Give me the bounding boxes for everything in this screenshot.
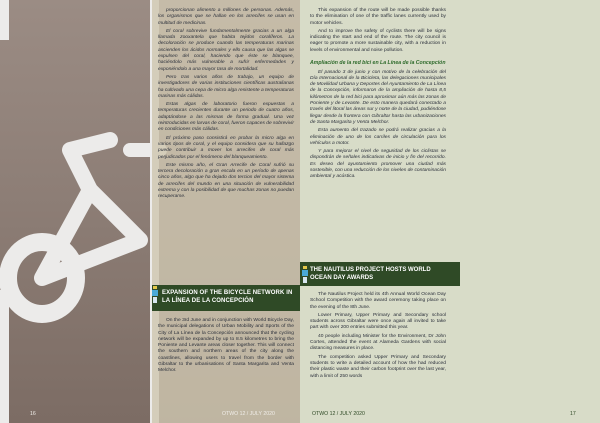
paragraph: Pero tras varios años de trabajo, un equipo de investigadores de varias instituciones científicas australianas ha cultivado una cepa de micro alga resistente a temperaturas marinas más cálidas.	[158, 74, 294, 99]
spanish-body	[310, 70, 446, 181]
section-heading-band	[300, 262, 460, 286]
section-heading-band	[152, 285, 300, 311]
section-heading: EXPANSION OF THE BICYCLE NETWORK IN LA LÍNEA DE LA CONCEPCIÓN	[162, 290, 293, 304]
section-heading: THE NAUTILUS PROJECT HOSTS WORLD OCEAN DAY AWARDS	[310, 267, 431, 281]
paragraph: And to improve the safety of cyclists there will be signs indicating the start and end of the route. The city council is eager to promote a more sustainable city, with a reduction in levels of environmental and noise pollution.	[310, 28, 446, 53]
page-footer: OTWO 12 / JULY 2020	[312, 411, 365, 417]
page-footer: OTWO 12 / JULY 2020	[222, 411, 275, 417]
pixel-figure-icon	[152, 285, 158, 305]
english-article-column	[310, 292, 446, 382]
paragraph: This expansion of the route will be made possible thanks to the elimination of one of the traffic lanes currently used by motor vehicles.	[310, 8, 446, 26]
page-number: 16	[30, 411, 36, 417]
paragraph: Esta aumento del trazado se podrá realizar gracias a la eliminación de uno de los carriles de circulación para los vehículos a motor.	[310, 128, 446, 146]
paragraph: El próximo paso consistirá en probar la micro alga en varios tipos de coral, y el equipo considera que su hallazgo puede contribuir a mover los arrecifes de coral más perjudicados por el fenómeno del blanqueamiento.	[158, 135, 294, 160]
paragraph: Y para mejorar el nivel de seguridad de los ciclistas se dispondrán de señales indicativas de inicio y fin del recorrido. Es deseo del ayuntamiento promover una ciudad más sostenible, con una reducción de los niveles de contaminación ambiental y acústica.	[310, 149, 446, 180]
article-heading: Ampliación de la red bici en La Línea de la Concepción	[310, 60, 446, 67]
paragraph: On the 3rd June and in conjunction with World Bicycle Day, the municipal delegations of Urban Mobility and Sports of the City of La Línea de la Concepción announced that the cycling network will be expanded by up to 8.5 kilometres to bring the Poniente and Levante areas closer together. This will connect the southern and northern areas of the city along the coastlines, allowing users to travel from the border with Gibraltar to the urbanisations of Santa Margarita and Venta Melchor.	[158, 318, 294, 374]
paragraph: Estas algas de laboratorio fueron expuestas a temperaturas crecientes durante un periodo de cuatro años, adaptándose a las mismas de forma gradual. Una vez reintroducidas en larvas de coral, fueron capaces de sobrevivir en condiciones más cálidas.	[158, 102, 294, 133]
paragraph: The Nautilus Project held its 4th Annual World Ocean Day School Competition with the award ceremony taking place on the evening of the 8th June.	[310, 292, 446, 310]
english-article-column	[158, 318, 294, 377]
spanish-article-column	[158, 8, 294, 203]
paragraph: proporcionan alimento a millones de personas. Además, los organismos que se hallan en los arrecifes se usan en multitud de medicinas.	[158, 8, 294, 26]
paragraph: El pasado 3 de junio y con motivo de la celebración del Día Internacional de la Bicicleta, las delegaciones municipales de Movilidad Urbana y Deportes del Ayuntamiento de La Línea de la Concepción, informaron de la ampliación de hasta 8,5 kilómetros de la red bici para aproximar aún más las zonas de Poniente y de Levante. De esto manera quedará conectado a través del litoral las áreas sur y norte de la ciudad, pudiéndose llegar desde la frontera con Gibraltar hasta las urbanizaciones de Santa Margarita y Venta Melchor.	[310, 69, 446, 125]
pixel-figure-icon	[302, 265, 308, 285]
paragraph: Lower Primary, Upper Primary and Secondary school students across Gibraltar were once again all invited to take part with over 200 entries submitted this year.	[310, 312, 446, 331]
paragraph: Este mismo año, el Gran Arrecife de Coral sufrió su tercera decoloración a gran escala en un período de apenas cinco años, algo que ha dejado dos tercios del mayor sistema de arrecifes del mundo en una situación de vulnerabilidad extrema y con la posibilidad de que muchas zonas no puedan recuperarse.	[158, 162, 294, 200]
paragraph: El coral sobrevive fundamentalmente gracias a un alga llamada zooxantela que habita tejidos coralíferos. La decoloración se produce cuando las temperaturas marinas ascienden los ácidos normales y ello causa que las algas se expulsen del coral, haciendo que éste se blanquee, haciéndolo más vulnerable a sufrir enfermedades y exponiéndolo a una mayor tasa de mortalidad.	[158, 28, 294, 72]
english-article-column	[310, 8, 446, 183]
paragraph: 40 people including Minister for the Environment, Dr John Cortes, attended the event at Alameda Gardens with social distancing measures in place.	[310, 333, 446, 352]
paragraph: The competition asked Upper Primary and Secondary students to write a detailed account of how the had reduced their plastic waste and their carbon footprint over the last year, with a limit of 250 words	[310, 354, 446, 379]
page-number: 17	[570, 411, 576, 417]
